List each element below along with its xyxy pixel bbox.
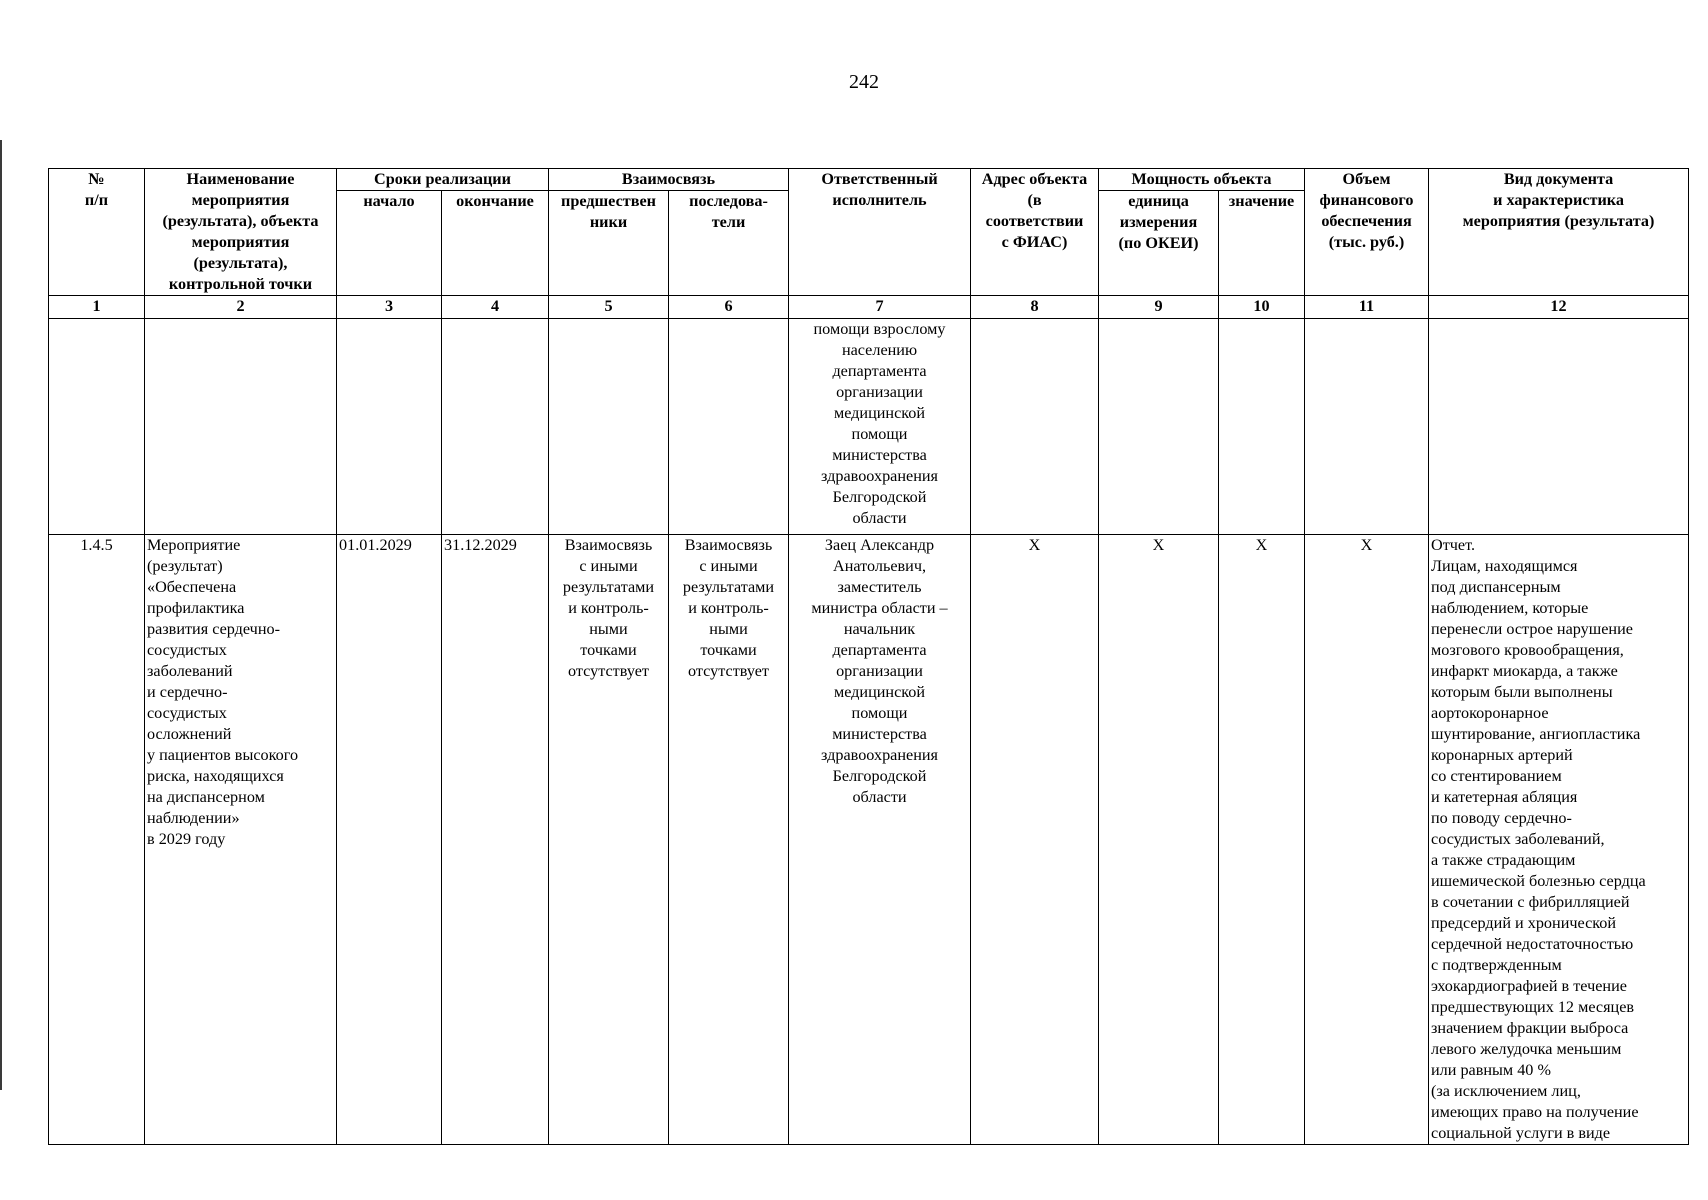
table-row [49,535,1689,1145]
cell-end [442,319,549,535]
column-number: 11 [1305,296,1429,319]
header-end: окончание [442,191,549,296]
column-number: 5 [549,296,669,319]
cell-financing-volume: X [1305,535,1429,1145]
cell-activity-name: Мероприятие (результат) «Обеспечена профилактика развития сердечно- сосудистых заболеваний и сердечно- сосудистых осложнений у пациентов высокого риска, находящихся на диспансерном наблюдении» в 2029 году [145,535,337,1145]
header-start: начало [337,191,442,296]
header-financing-volume: Объем финансового обеспечения (тыс. руб.) [1305,169,1429,296]
cell-responsible-executor: Заец Александр Анатольевич, заместитель министра области – начальник департамента организации медицинской помощи министерства здравоохранения Белгородской области [789,535,971,1145]
header-implementation-period: Сроки реализации [337,169,549,191]
cell-number [49,319,145,535]
cell-value [1219,319,1305,535]
cell-successors [669,319,789,535]
column-number: 8 [971,296,1099,319]
cell-start [337,319,442,535]
header-value: значение [1219,191,1305,296]
column-number: 2 [145,296,337,319]
column-number: 1 [49,296,145,319]
cell-predecessors [549,319,669,535]
header-object-capacity: Мощность объекта [1099,169,1305,191]
cell-responsible-executor: помощи взрослому населению департамента организации медицинской помощи министерства здравоохранения Белгородской области [789,319,971,535]
cell-activity-name [145,319,337,535]
cell-object-address: X [971,535,1099,1145]
cell-value: X [1219,535,1305,1145]
cell-document-type: Отчет. Лицам, находящимся под диспансерным наблюдением, которые перенесли острое нарушение мозгового кровообращения, инфаркт миокарда, а также которым были выполнены аортокоронарное шунтирование, ангиопластика коронарных артерий со стентированием и катетерная абляция по поводу сердечно- сосудистых заболеваний, а также страдающим ишемической болезнью сердца в сочетании с фибрилляцией предсердий и хронической сердечной недостаточностью с подтвержденным эхокардиографией в течение предшествующих 12 месяцев значением фракции выброса левого желудочка меньшим или равным 40 % (за исключением лиц, имеющих право на получение социальной услуги в виде [1429,535,1689,1145]
cell-end: 31.12.2029 [442,535,549,1145]
cell-successors: Взаимосвязь с иными результатами и контроль- ными точками отсутствует [669,535,789,1145]
column-number: 12 [1429,296,1689,319]
header-interrelation: Взаимосвязь [549,169,789,191]
column-number: 4 [442,296,549,319]
column-number: 6 [669,296,789,319]
cell-unit-of-measure [1099,319,1219,535]
header-successors: последова- тели [669,191,789,296]
cell-object-address [971,319,1099,535]
plan-table [48,168,1689,1145]
cell-financing-volume [1305,319,1429,535]
column-number: 9 [1099,296,1219,319]
header-responsible-executor: Ответственный исполнитель [789,169,971,296]
cell-number: 1.4.5 [49,535,145,1145]
header-number: № п/п [49,169,145,296]
cell-start: 01.01.2029 [337,535,442,1145]
header-object-address: Адрес объекта (в соответствии с ФИАС) [971,169,1099,296]
page-number: 242 [849,71,879,93]
header-predecessors: предшествен ники [549,191,669,296]
column-number: 3 [337,296,442,319]
header-unit-of-measure: единица измерения (по ОКЕИ) [1099,191,1219,296]
scan-edge-line [0,140,2,1090]
column-number: 10 [1219,296,1305,319]
column-number: 7 [789,296,971,319]
table-row [49,319,1689,535]
cell-unit-of-measure: X [1099,535,1219,1145]
header-document-type: Вид документа и характеристика мероприятия (результата) [1429,169,1689,296]
header-activity-name: Наименование мероприятия (результата), объекта мероприятия (результата), контрольной точки [145,169,337,296]
cell-document-type [1429,319,1689,535]
cell-predecessors: Взаимосвязь с иными результатами и контроль- ными точками отсутствует [549,535,669,1145]
